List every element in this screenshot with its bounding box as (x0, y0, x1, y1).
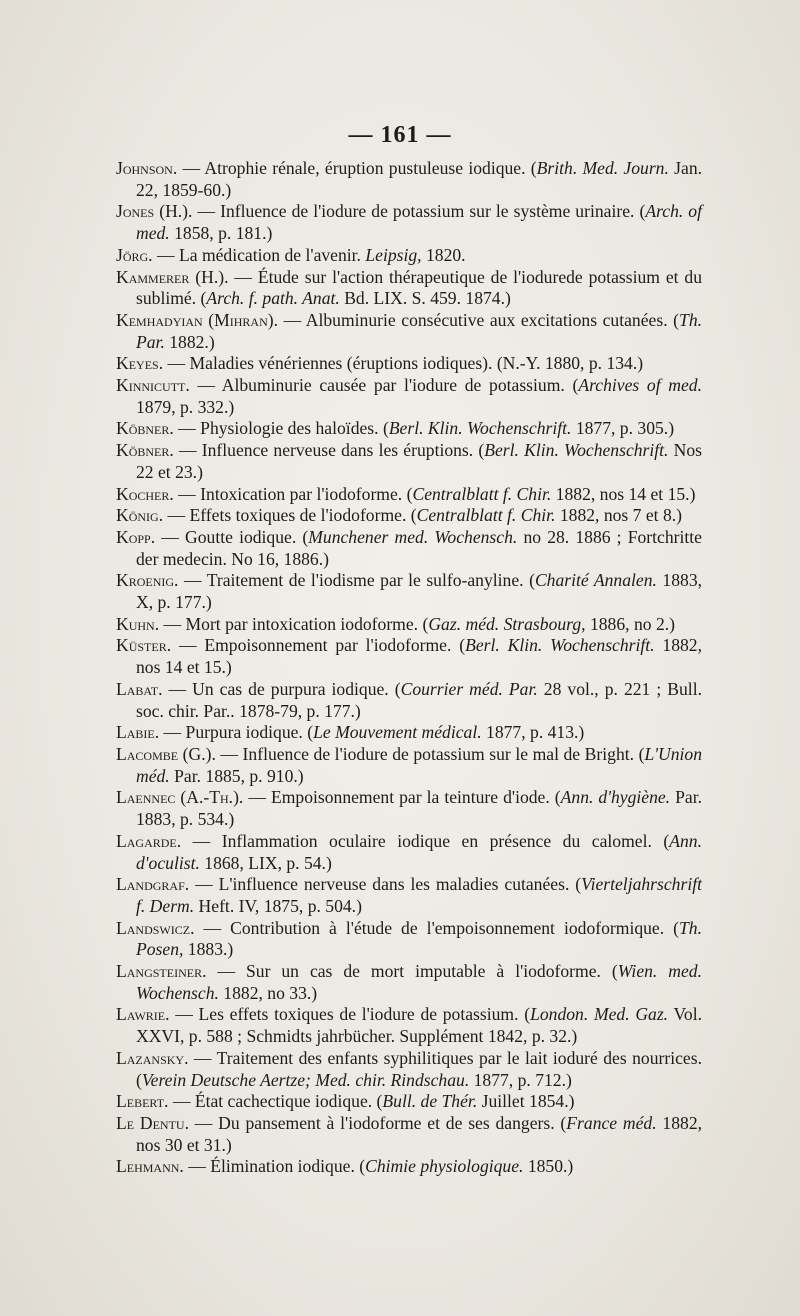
bibliography-entry (116, 201, 702, 244)
bibliography-entry (116, 505, 702, 527)
entry-source: Th. Par. (136, 309, 703, 352)
entry-title: — Contribution à l'étude de l'empoisonnement iodoformique. ( (194, 917, 680, 938)
entry-details: 1882, no 33.) (218, 982, 318, 1003)
entry-source: Leipsig, (365, 244, 422, 265)
bibliography-entry (116, 961, 702, 1004)
entry-author: Landgraf. (116, 874, 190, 895)
entry-source: Th. Posen, (136, 917, 702, 960)
entry-details: 1877, p. 413.) (481, 722, 585, 743)
entry-author: Köbner. (116, 418, 174, 439)
entry-details: Bd. LIX. S. 459. 1874.) (339, 288, 511, 309)
entry-title: — Du pansement à l'iodoforme et de ses dangers. ( (188, 1112, 567, 1133)
entry-details: Nos 22 et 23.) (136, 440, 703, 482)
entry-author: Jones (H.). (116, 201, 193, 222)
entry-author: Lagarde. (116, 830, 182, 851)
entry-author: Köbner. (116, 440, 174, 461)
entry-details: no 28. 1886 ; Fortchritte der medecin. No 16, 1886.) (136, 526, 702, 569)
entry-details: 1877, p. 305.) (571, 418, 675, 439)
entry-source: Brith. Med. Journ. (536, 158, 669, 178)
entry-details: Vol. XXVI, p. 588 ; Schmidts jahrbücher. Supplément 1842, p. 32.) (136, 1004, 702, 1047)
bibliography-entry (116, 418, 702, 440)
bibliography-entry (116, 440, 702, 483)
entry-author: Kuhn. (116, 613, 160, 634)
bibliography-entry (116, 722, 702, 744)
entry-title: — La médication de l'avenir. (152, 244, 366, 265)
entry-details: 1850.) (523, 1156, 574, 1177)
entry-details: Heft. IV, 1875, p. 504.) (194, 895, 362, 916)
entry-author: Lebert. (116, 1091, 169, 1112)
entry-title: — Un cas de purpura iodique. ( (162, 678, 401, 699)
entry-details: 1882, nos 7 et 8.) (555, 505, 683, 526)
entry-author: König. (116, 505, 164, 526)
bibliography-entry (116, 1048, 702, 1091)
entry-details: 1877, p. 712.) (469, 1069, 572, 1090)
entry-title: — Les effets toxiques de l'iodure de potassium. ( (169, 1004, 531, 1025)
entry-details: Par. 1885, p. 910.) (169, 765, 304, 786)
entry-title: — Effets toxiques de l'iodoforme. ( (163, 505, 417, 526)
bibliography-entry (116, 484, 702, 506)
entry-details: 1882, nos 30 et 31.) (136, 1112, 703, 1155)
entry-details: 1868, LIX, p. 54.) (199, 852, 332, 873)
bibliography-entry (116, 1004, 702, 1047)
bibliography-entry (116, 158, 702, 201)
bibliography-entry (116, 918, 702, 961)
entry-details: 1883.) (183, 939, 234, 960)
entry-author: Johnson. (116, 158, 178, 178)
entry-author: Lehmann. (116, 1156, 184, 1177)
entry-author: Kemhadyian (Mihran). (116, 309, 279, 330)
entry-source: Verein Deutsche Aertze; Med. chir. Rindschau. (141, 1069, 470, 1090)
page-number: — 161 — (348, 122, 452, 148)
entry-author: Langsteiner. (116, 961, 207, 982)
entry-author: Lazansky. (116, 1047, 189, 1068)
entry-source: Vierteljahrschrift f. Derm. (136, 874, 702, 916)
entry-details: 1882, nos 14 et 15.) (136, 635, 702, 678)
entry-source: Ann. d'hygiène. (560, 787, 671, 808)
entry-details: 28 vol., p. 221 ; Bull. soc. chir. Par.. 1878-79, p. 177.) (136, 678, 702, 721)
entry-author: Labie. (116, 722, 160, 743)
entry-details: 1883, X, p. 177.) (136, 570, 703, 613)
entry-title: — L'influence nerveuse dans les maladies cutanées. ( (189, 874, 582, 895)
entry-source: Ann. d'oculist. (136, 830, 702, 873)
bibliography-entry (116, 1091, 702, 1113)
entry-details: Juillet 1854.) (477, 1091, 575, 1112)
entry-source: Bull. de Thér. (382, 1091, 478, 1112)
bibliography-entry (116, 1113, 702, 1156)
bibliography-entry (116, 614, 702, 636)
entry-details: 1882, nos 14 et 15.) (551, 483, 696, 504)
entry-details: Par. 1883, p. 534.) (136, 787, 702, 830)
entry-title: — Goutte iodique. ( (155, 526, 309, 547)
entry-title: — Étude sur l'action thérapeutique de l'iodurede potassium et du sublimé. ( (136, 266, 702, 309)
entry-author: Kroenig. (116, 570, 179, 591)
entry-author: Lawrie. (116, 1004, 170, 1025)
entry-source: Centralblatt f. Chir. (416, 505, 556, 526)
entry-title: — Intoxication par l'iodoforme. ( (173, 483, 413, 504)
entry-author: Kocher. (116, 483, 174, 504)
entry-title: — Maladies vénériennes (éruptions iodiques). (N.-Y. 1880, p. 134.) (163, 353, 644, 374)
entry-title: — Influence de l'iodure de potassium sur le mal de Bright. ( (215, 743, 645, 764)
entry-source: Wien. med. Wochensch. (136, 961, 702, 1003)
entry-title: — Influence nerveuse dans les éruptions. ( (173, 440, 485, 461)
entry-author: Landswicz. (116, 917, 195, 938)
entry-author: Le Dentu. (116, 1112, 189, 1133)
bibliography-list (116, 158, 702, 1178)
entry-title: — Influence de l'iodure de potassium sur le système urinaire. ( (192, 201, 646, 222)
entry-title: — Traitement des enfants syphilitiques par le lait ioduré des nourrices. ( (136, 1047, 702, 1090)
entry-source: Berl. Klin. Wochenschrift. (388, 418, 572, 439)
entry-source: Archives of med. (578, 375, 702, 396)
entry-author: Lacombe (G.). (116, 743, 216, 764)
entry-source: Centralblatt f. Chir. (412, 483, 552, 504)
bibliography-entry (116, 527, 702, 570)
entry-title: — Albuminurie consécutive aux excitations cutanées. ( (278, 309, 680, 330)
entry-source: Munchener med. Wochensch. (308, 526, 518, 547)
entry-source: Berl. Klin. Wochenschrift. (484, 440, 669, 461)
entry-source: Gaz. méd. Strasbourg, (428, 613, 586, 634)
entry-source: Berl. Klin. Wochenschrift. (465, 635, 655, 656)
entry-author: Kammerer (H.). (116, 266, 229, 287)
entry-title: — Traitement de l'iodisme par le sulfo-anyline. ( (178, 570, 535, 591)
entry-source: France méd. (566, 1112, 657, 1133)
entry-author: Labat. (116, 678, 163, 699)
bibliography-entry (116, 375, 702, 418)
entry-source: L'Union méd. (136, 743, 702, 786)
entry-title: — Sur un cas de mort imputable à l'iodoforme. ( (206, 961, 618, 982)
entry-author: Kopp. (116, 526, 156, 547)
entry-title: — Mort par intoxication iodoforme. ( (159, 613, 429, 634)
entry-details: 1882.) (164, 331, 215, 352)
entry-title: — État cachectique iodique. ( (168, 1091, 383, 1112)
entry-details: 1820. (421, 244, 466, 265)
bibliography-entry (116, 310, 702, 353)
entry-title: — Inflammation oculaire iodique en présence du calomel. ( (181, 830, 670, 851)
entry-title: — Empoisonnement par la teinture d'iode. ( (243, 787, 561, 808)
entry-author: Jörg. (116, 244, 153, 265)
entry-title: — Physiologie des haloïdes. ( (173, 418, 389, 439)
entry-title: — Atrophie rénale, éruption pustuleuse iodique. ( (177, 158, 537, 178)
entry-title: — Élimination iodique. ( (183, 1156, 366, 1177)
entry-source: London. Med. Gaz. (530, 1004, 669, 1025)
entry-source: Arch. f. path. Anat. (206, 288, 340, 309)
bibliography-entry (116, 831, 702, 874)
bibliography-entry (116, 1156, 702, 1178)
entry-author: Küster. (116, 635, 172, 656)
bibliography-entry (116, 267, 702, 310)
bibliography-entry (116, 635, 702, 678)
entry-source: Chimie physiologique. (365, 1156, 524, 1177)
entry-title: — Purpura iodique. ( (159, 722, 314, 743)
entry-details: 1858, p. 181.) (169, 223, 273, 244)
entry-author: Kinnicutt. (116, 375, 190, 396)
entry-author: Keyes. (116, 353, 164, 374)
bibliography-entry (116, 353, 702, 375)
bibliography-entry (116, 245, 702, 267)
entry-details: Jan. 22, 1859-60.) (136, 158, 703, 200)
entry-source: Arch. of med. (136, 201, 702, 244)
entry-title: — Albuminurie causée par l'iodure de potassium. ( (189, 375, 579, 396)
bibliography-entry (116, 787, 702, 830)
entry-source: Le Mouvement médical. (313, 722, 482, 743)
bibliography-entry (116, 874, 702, 917)
entry-source: Charité Annalen. (534, 570, 657, 591)
bibliography-entry (116, 570, 702, 613)
bibliography-entry (116, 744, 702, 787)
entry-source: Courrier méd. Par. (400, 678, 538, 699)
entry-details: 1886, no 2.) (585, 613, 675, 634)
entry-author: Laennec (A.-Th.). (116, 787, 244, 808)
entry-title: — Empoisonnement par l'iodoforme. ( (171, 635, 466, 656)
bibliography-entry (116, 679, 702, 722)
entry-details: 1879, p. 332.) (136, 396, 235, 417)
